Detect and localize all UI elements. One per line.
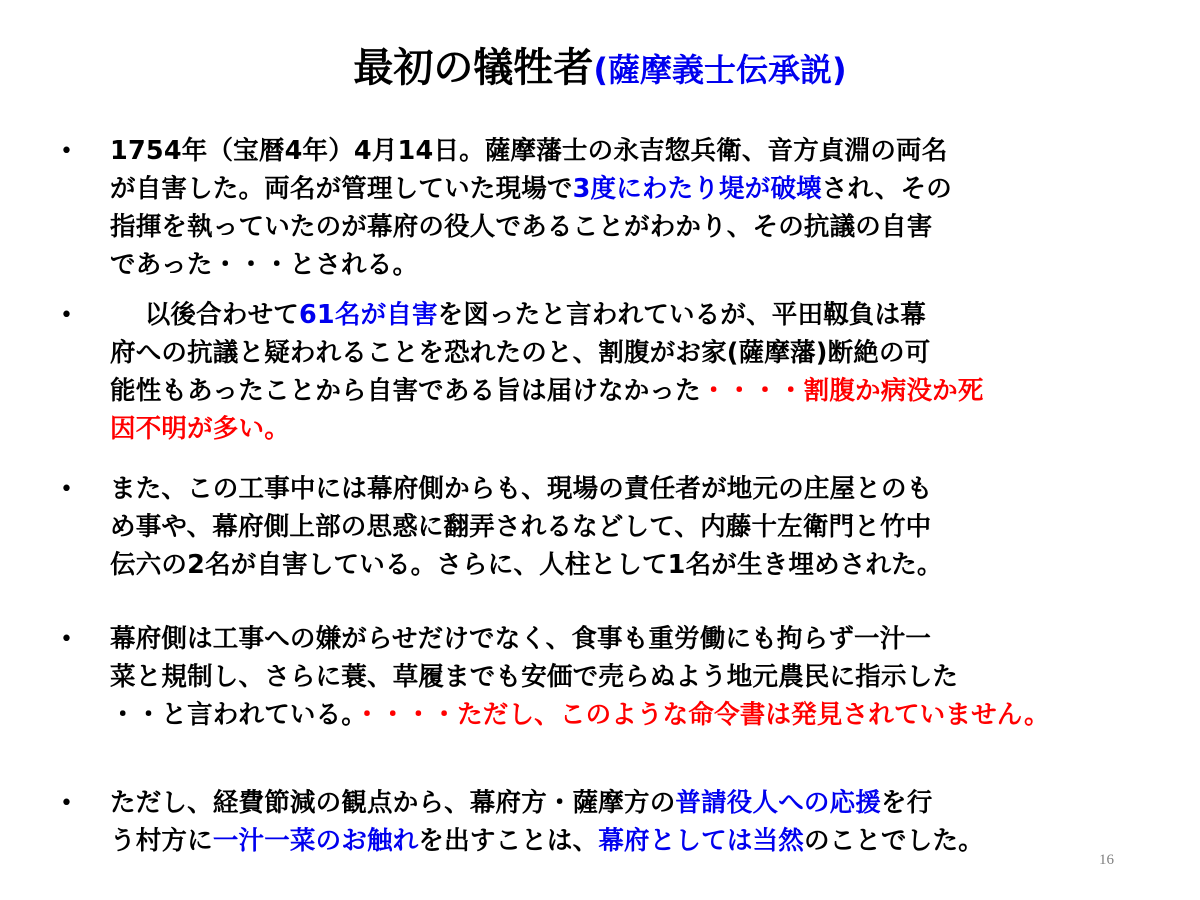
bullet-line	[110, 372, 1140, 410]
highlight-red: 因不明が多い。	[110, 414, 290, 444]
bullet-dot-icon: •	[60, 477, 73, 502]
text-run: のことでした。	[803, 826, 984, 856]
text-run: 指揮を執っていたのが幕府の役人であることがわかり、その抗議の自害	[110, 212, 933, 242]
bullet-line	[110, 208, 1140, 246]
bullet-line	[110, 620, 1140, 658]
highlight-red: ・・・・割腹か病没か死	[700, 376, 984, 406]
highlight-red: ・・・・ただし、このような命令書は発見されていません。	[354, 700, 1050, 730]
highlight-blue: 一汁一菜のお触れ	[212, 826, 419, 856]
text-run: を行	[881, 788, 933, 818]
bullet-line	[110, 296, 1140, 334]
text-run: を出すことは、	[418, 826, 599, 856]
title-main: 最初の犠牲者	[353, 45, 594, 91]
bullet-line	[110, 784, 1140, 822]
bullet-dot-icon: •	[60, 791, 73, 816]
text-run: され、その	[821, 174, 952, 204]
bullet-text	[110, 784, 1140, 860]
text-run: 1754年（宝暦4年）4月14日。薩摩藩士の永吉惣兵衛、音方貞淵の両名	[110, 136, 948, 166]
text-run: 以後合わせて	[110, 300, 299, 330]
text-run: 能性もあったことから自害である旨は届けなかった	[110, 376, 701, 406]
bullet-line	[110, 658, 1140, 696]
text-run: であった・・・とされる。	[110, 250, 419, 280]
highlight-blue: 幕府としては当然	[598, 826, 804, 856]
title-subtitle: (薩摩義士伝承説)	[593, 51, 847, 89]
bullet-line	[110, 132, 1140, 170]
text-run: ・・と言われている。	[110, 700, 355, 730]
bullet-text	[110, 132, 1140, 284]
highlight-blue: 61名が自害	[298, 300, 438, 330]
text-run: め事や、幕府側上部の思惑に翻弄されるなどして、内藤十左衛門と竹中	[110, 512, 932, 542]
bullet-line	[110, 170, 1140, 208]
bullet-line	[110, 546, 1140, 584]
text-run: 伝六の2名が自害している。さらに、人柱として1名が生き埋めされた。	[110, 550, 943, 580]
text-run: う村方に	[110, 826, 213, 856]
highlight-blue: 普請役人への応援	[675, 788, 882, 818]
text-run: が自害した。両名が管理していた現場で	[110, 174, 573, 204]
text-run: 菜と規制し、さらに蓑、草履までも安価で売らぬよう地元農民に指示した	[110, 662, 959, 692]
text-run: 幕府側は工事への嫌がらせだけでなく、食事も重労働にも拘らず一汁一	[110, 624, 932, 654]
text-run: また、この工事中には幕府側からも、現場の責任者が地元の庄屋とのも	[110, 474, 933, 504]
text-run: を図ったと言われているが、平田靱負は幕	[437, 300, 926, 330]
bullet-dot-icon: •	[60, 303, 73, 328]
bullet-line	[110, 334, 1140, 372]
highlight-blue: 3度にわたり堤が破壊	[572, 174, 822, 204]
bullet-dot-icon: •	[60, 627, 73, 652]
bullet-line	[110, 822, 1140, 860]
bullet-line	[110, 696, 1140, 734]
text-run: ただし、経費節減の観点から、幕府方・薩摩方の	[110, 788, 676, 818]
bullet-line	[110, 508, 1140, 546]
text-run: 府への抗議と疑われることを恐れたのと、割腹がお家(薩摩藩)断絶の可	[110, 338, 931, 368]
bullet-text	[110, 620, 1140, 734]
page-number: 16	[1099, 852, 1114, 868]
bullet-text	[110, 470, 1140, 584]
bullet-line	[110, 410, 1140, 448]
bullet-dot-icon: •	[60, 139, 73, 164]
bullet-line	[110, 470, 1140, 508]
bullet-text	[110, 296, 1140, 448]
bullet-line	[110, 246, 1140, 284]
